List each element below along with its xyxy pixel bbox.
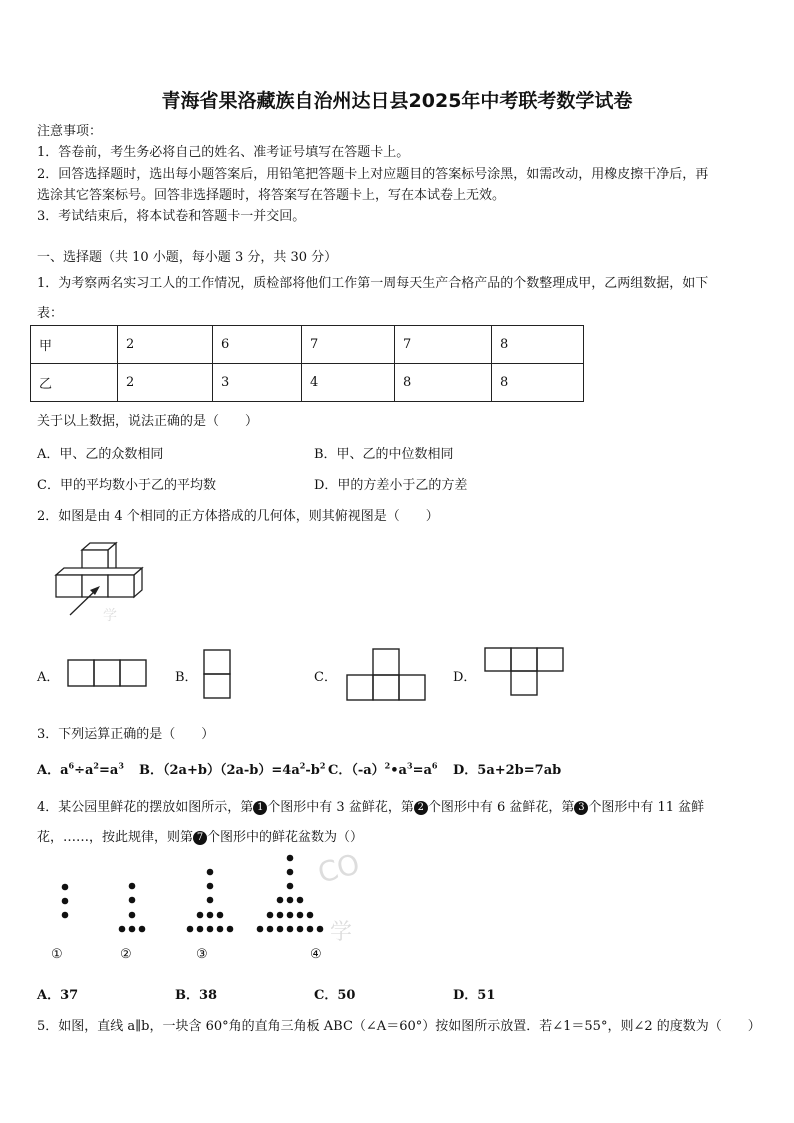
q2-option-a-label: A． (37, 670, 60, 685)
exponent: 6 (68, 760, 75, 771)
q1-option-c: C．甲的平均数小于乙的平均数 (37, 478, 216, 493)
watermark-icon: 学 (330, 920, 353, 945)
notice-item: 2．回答选择题时，选出每小题答案后，用铅笔把答题卡上对应题目的答案标号涂黑，如需改动，用橡皮擦干净后，再 (37, 167, 709, 182)
q3-option-c-text: =a (412, 763, 432, 778)
q4-option-b: B．38 (175, 988, 218, 1003)
q2-stem: 2．如图是由 4 个相同的正方体搭成的几何体，则其俯视图是（ ） (37, 509, 439, 524)
q4-stem-text: 个图形中的鲜花盆数为（） (207, 830, 364, 845)
circled-number: 2 (414, 801, 428, 815)
q4-figure-label: ③ (196, 947, 208, 962)
exponent: 2 (319, 760, 326, 771)
page-title: 青海省果洛藏族自治州达日县2025年中考联考数学试卷 (161, 90, 633, 112)
q2-option-c-figure (345, 648, 429, 702)
q4-option-d: D．51 (453, 988, 496, 1003)
exponent: 2 (93, 760, 99, 771)
q3-option-b-text: -b (305, 763, 320, 778)
q2-option-d-label: D． (453, 670, 477, 685)
q3-option-a-text: A．a (37, 763, 69, 778)
q3-option-d: D．5a+2b=7ab (453, 763, 562, 778)
q4-figure-label: ① (51, 947, 63, 962)
q4-stem-2 (37, 826, 363, 845)
table-cell: 甲 (31, 326, 118, 364)
table-cell: 7 (302, 326, 395, 364)
table-cell: 乙 (31, 364, 118, 402)
q3-option-c-text: •a (390, 763, 407, 778)
exponent: 2 (384, 760, 391, 771)
table-cell: 8 (492, 326, 584, 364)
q1-option-d: D．甲的方差小于乙的方差 (314, 478, 468, 493)
q4-stem-text: 4．某公园里鲜花的摆放如图所示，第 (37, 800, 254, 815)
q4-stem-text: 花，……，按此规律，则第 (37, 830, 194, 845)
exponent: 2 (299, 760, 306, 771)
q3-option-a-text: =a (99, 763, 119, 778)
circled-number: 3 (574, 801, 588, 815)
q2-option-d-figure (484, 647, 566, 699)
q3-stem: 3．下列运算正确的是（ ） (37, 727, 215, 742)
q1-question: 关于以上数据，说法正确的是（ ） (37, 414, 259, 429)
q4-option-c: C．50 (314, 988, 356, 1003)
q4-option-a: A．37 (37, 988, 79, 1003)
q3-option-a (37, 759, 124, 778)
section-heading: 一、选择题（共 10 小题，每小题 3 分，共 30 分） (37, 250, 338, 265)
table-cell: 8 (492, 364, 584, 402)
q4-stem (37, 796, 704, 815)
q3-option-c (328, 759, 437, 778)
q3-option-b (139, 759, 325, 778)
circled-number: 1 (253, 801, 267, 815)
circled-number: 7 (193, 831, 207, 845)
q3-option-b-text: B．（2a+b）（2a-b）=4a (139, 763, 300, 778)
q3-option-c-text: C．（-a） (328, 763, 385, 778)
q4-stem-text: 个图形中有 6 盆鲜花，第 (427, 800, 575, 815)
table-row (31, 364, 584, 402)
notice-item: 3．考试结束后，将本试卷和答题卡一并交回。 (37, 209, 306, 224)
table-cell: 2 (118, 364, 213, 402)
notice-item: 1．答卷前，考生务必将自己的姓名、准考证号填写在答题卡上。 (37, 145, 410, 160)
q5-stem: 5．如图，直线 a∥b，一块含 60°角的直角三角板 ABC（∠A＝60°）按如图所示放置．若∠1＝55°，则∠2 的度数为（ ） (37, 1019, 761, 1034)
notice-item: 选涂其它答案标号。回答非选择题时，将答案写在答题卡上，写在本试卷上无效。 (37, 188, 506, 203)
table-cell: 7 (395, 326, 492, 364)
exponent: 3 (118, 760, 124, 771)
q2-option-b-figure (203, 649, 233, 701)
notice-heading: 注意事项： (37, 124, 103, 139)
table-cell: 4 (302, 364, 395, 402)
exponent: 3 (406, 760, 413, 771)
watermark-icon: 学 (103, 608, 117, 624)
q1-stem: 1．为考察两名实习工人的工作情况，质检部将他们工作第一周每天生产合格产品的个数整理成甲，乙两组数据，如下 (37, 276, 709, 291)
q1-stem-2: 表： (37, 306, 64, 321)
q1-option-a: A．甲、乙的众数相同 (37, 447, 164, 462)
q4-figure-label: ② (120, 947, 132, 962)
q4-figure-label: ④ (310, 947, 322, 962)
q4-stem-text: 个图形中有 3 盆鲜花，第 (267, 800, 414, 815)
table-cell: 2 (118, 326, 213, 364)
q1-data-table (30, 325, 584, 402)
q3-option-a-text: ÷a (74, 763, 94, 778)
q2-option-b-label: B． (175, 670, 198, 685)
table-cell: 3 (213, 364, 302, 402)
q4-stem-text: 个图形中有 11 盆鲜 (588, 800, 705, 815)
table-cell: 8 (395, 364, 492, 402)
watermark-icon: CO (314, 847, 364, 890)
exponent: 6 (431, 760, 438, 771)
q4-flower-pattern (50, 858, 340, 938)
q2-option-c-label: C． (314, 670, 337, 685)
table-row (31, 326, 584, 364)
q2-option-a-figure (67, 659, 149, 689)
table-cell: 6 (213, 326, 302, 364)
q1-option-b: B．甲、乙的中位数相同 (314, 447, 454, 462)
